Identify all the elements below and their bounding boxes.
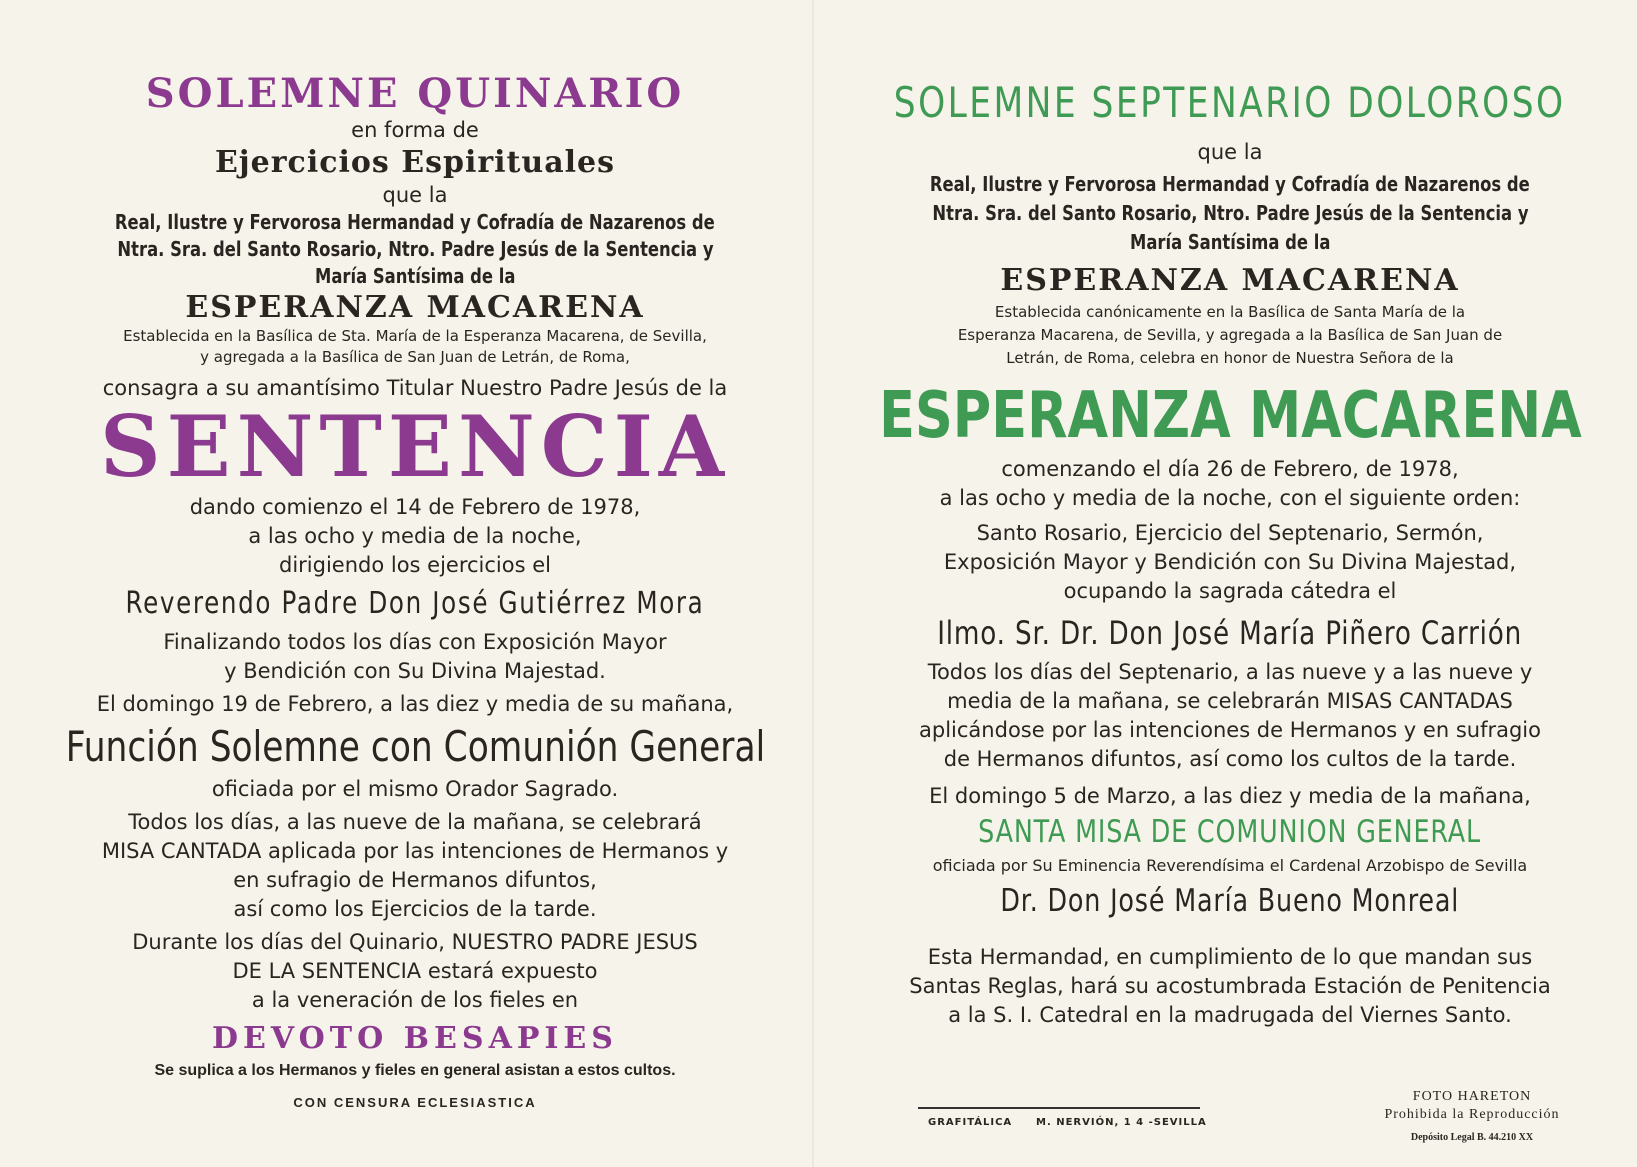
esta-hermandad-line-1: Esta Hermandad, en cumplimiento de lo que mandan sus [927,945,1533,969]
right-page-septenario [878,0,1582,1167]
dr-bueno-name: Dr. Don José María Bueno Monreal [1000,883,1460,919]
esperanza-heading-right: ESPERANZA MACARENA [1000,263,1460,298]
suplica-line: Se suplica a los Hermanos y fieles en general asistan a estos cultos. [154,1062,676,1079]
printer-address: M. NERVIÓN, 1 4 -SEVILLA [1036,1117,1207,1128]
photo-credit: FOTO HARETON [1412,1089,1532,1104]
domingo-right-line: El domingo 5 de Marzo, a las diez y media de la mañana, [929,784,1531,808]
establecida-right-line-3: Letrán, de Roma, celebra en honor de Nuestra Señora de la [1006,349,1454,367]
establecida-line-2: y agregada a la Basílica de San Juan de Letrán, de Roma, [200,348,630,366]
hermandad-right-line-2: Ntra. Sra. del Santo Rosario, Ntro. Padre Jesús de la Sentencia y [931,201,1529,225]
orden-line-2: Exposición Mayor y Bendición con Su Divina Majestad, [943,550,1517,574]
establecida-line-1: Establecida en la Basílica de Sta. María de la Esperanza Macarena, de Sevilla, [123,327,707,345]
hermandad-line-1: Real, Ilustre y Fervorosa Hermandad y Cofradía de Nazarenos de [115,210,715,234]
todos-right-line-4: de Hermanos difuntos, así como los cultos de la tarde. [943,747,1517,771]
quinario-title: SOLEMNE QUINARIO [145,70,685,117]
left-page-quinario [65,0,765,1167]
esperanza-heading: ESPERANZA MACARENA [185,290,645,325]
censura-line: CON CENSURA ECLESIASTICA [293,1095,537,1110]
todos-right-line-2: media de la mañana, se celebrarán MISAS CANTADAS [947,689,1513,713]
durante-line-1: Durante los días del Quinario, NUESTRO PADRE JESUS [132,930,698,954]
esta-hermandad-line-2: Santas Reglas, hará su acostumbrada Estación de Penitencia [909,974,1551,998]
footer-rule [918,1107,1200,1109]
finalizando-line-2: y Bendición con Su Divina Majestad. [224,659,606,683]
printer-name: GRAFITÁLICA [928,1117,1013,1128]
establecida-right-line-1: Establecida canónicamente en la Basílica de Santa María de la [994,303,1466,321]
todos-line-3: en sufragio de Hermanos difuntos, [233,868,597,892]
comenzando-line-2: a las ocho y media de la noche, con el siguiente orden: [939,486,1521,510]
finalizando-line-1: Finalizando todos los días con Exposición Mayor [163,630,667,654]
orden-line-3: ocupando la sagrada cátedra el [1063,579,1397,603]
hermandad-line-3: María Santísima de la [314,264,516,288]
santa-misa-heading: SANTA MISA DE COMUNION GENERAL [978,814,1482,850]
oficiada-line: oficiada por el mismo Orador Sagrado. [211,777,619,801]
todos-right-line-1: Todos los días del Septenario, a las nueve y a las nueve y [927,660,1533,684]
establecida-right-line-2: Esperanza Macarena, de Sevilla, y agregada a la Basílica de San Juan de [957,326,1503,344]
todos-line-2: MISA CANTADA aplicada por las intenciones de Hermanos y [101,839,729,863]
illmo-name: Ilmo. Sr. Dr. Don José María Piñero Carrión [937,614,1523,652]
sentencia-title: SENTENCIA [99,397,731,496]
comenzando-line-1: comenzando el día 26 de Febrero, de 1978, [1001,457,1459,481]
consagra-line: consagra a su amantísimo Titular Nuestro Padre Jesús de la [102,376,728,400]
durante-line-3: a la veneración de los fieles en [251,988,579,1012]
reproduction-notice: Prohibida la Reproducción [1384,1107,1560,1122]
en-forma-line: en forma de [351,118,479,142]
devoto-besapies-heading: DEVOTO BESAPIES [212,1021,618,1056]
todos-line-4: así como los Ejercicios de la tarde. [233,897,597,921]
esperanza-macarena-big-title: ESPERANZA MACARENA [878,379,1582,453]
durante-line-2: DE LA SENTENCIA estará expuesto [232,959,598,983]
photo-credit-block [1362,1088,1582,1148]
domingo-line: El domingo 19 de Febrero, a las diez y media de su mañana, [96,692,734,716]
hermandad-line-2: Ntra. Sra. del Santo Rosario, Ntro. Padre Jesús de la Sentencia y [116,237,714,261]
septenario-title: SOLEMNE SEPTENARIO DOLOROSO [894,78,1566,127]
comienzo-line-2: a las ocho y media de la noche, [248,524,582,548]
legal-deposit: Depósito Legal B. 44.210 XX [1410,1132,1534,1143]
reverendo-name: Reverendo Padre Don José Gutiérrez Mora [125,586,705,621]
todos-line-1: Todos los días, a las nueve de la mañana, se celebrará [128,810,702,834]
que-la-line: que la [382,183,448,207]
oficiada-right-line: oficiada por Su Eminencia Reverendísima el Cardenal Arzobispo de Sevilla [932,856,1528,875]
comienzo-line-1: dando comienzo el 14 de Febrero de 1978, [189,495,641,519]
hermandad-right-line-3: María Santísima de la [1129,230,1331,254]
todos-right-line-3: aplicándose por las intenciones de Hermanos y en sufragio [919,718,1541,742]
esta-hermandad-line-3: a la S. I. Catedral en la madrugada del Viernes Santo. [948,1003,1512,1027]
que-la-line-right: que la [1197,140,1263,164]
funcion-heading: Función Solemne con Comunión General [65,722,765,771]
ejercicios-heading: Ejercicios Espirituales [214,145,616,180]
page-fold [812,0,814,1167]
comienzo-line-3: dirigiendo los ejercicios el [278,553,551,577]
orden-line-1: Santo Rosario, Ejercicio del Septenario, Sermón, [976,521,1484,545]
hermandad-right-line-1: Real, Ilustre y Fervorosa Hermandad y Cofradía de Nazarenos de [930,172,1530,196]
